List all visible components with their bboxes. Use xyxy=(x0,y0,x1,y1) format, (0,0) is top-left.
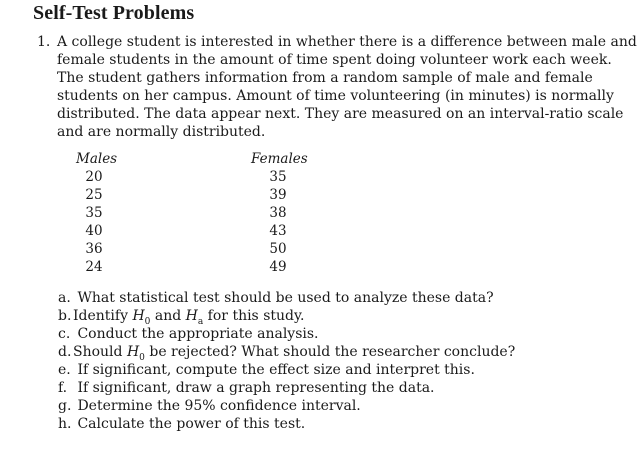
males-value: 35 xyxy=(85,205,103,221)
problem-number: 1. xyxy=(37,34,51,50)
question-h: h. Calculate the power of this test. xyxy=(58,416,306,432)
females-value: 49 xyxy=(269,259,287,275)
question-e: e. If significant, compute the effect size and interpret this. xyxy=(58,362,475,378)
females-value: 38 xyxy=(269,205,287,221)
stem-line: female students in the amount of time spent doing volunteer work each week. xyxy=(57,52,612,68)
males-value: 25 xyxy=(85,187,103,203)
stem-line: distributed. The data appear next. They are measured on an interval-ratio scale xyxy=(57,106,624,122)
question-d: d. Should $H_0$ be rejected? What should the researcher conclude? xyxy=(58,344,516,363)
females-value: 43 xyxy=(269,223,287,239)
stem-line: and are normally distributed. xyxy=(57,124,266,140)
males-header: Males xyxy=(76,151,118,167)
question-g: g. Determine the 95% confidence interval. xyxy=(58,398,361,414)
females-value: 35 xyxy=(269,169,287,185)
question-b: b. Identify $H_0$ and $H_a$ for this study. xyxy=(58,308,305,327)
problem-stem xyxy=(57,33,637,275)
males-value: 40 xyxy=(85,223,103,239)
question-f: f. If significant, draw a graph representing the data. xyxy=(58,380,435,396)
stem-line: The student gathers information from a random sample of male and female xyxy=(57,70,593,86)
question-a: a. What statistical test should be used to analyze these data? xyxy=(58,290,494,306)
females-header: Females xyxy=(251,151,308,167)
stem-line: A college student is interested in whether there is a difference between male and xyxy=(57,34,637,50)
males-value: 36 xyxy=(85,241,103,257)
stem-line: students on her campus. Amount of time volunteering (in minutes) is normally xyxy=(57,88,614,104)
question-c: c. Conduct the appropriate analysis. xyxy=(58,326,319,342)
females-value: 50 xyxy=(269,241,287,257)
males-value: 24 xyxy=(85,259,103,275)
section-title: Self-Test Problems xyxy=(33,2,195,24)
question-list xyxy=(58,289,515,433)
females-value: 39 xyxy=(269,187,287,203)
males-value: 20 xyxy=(85,169,103,185)
